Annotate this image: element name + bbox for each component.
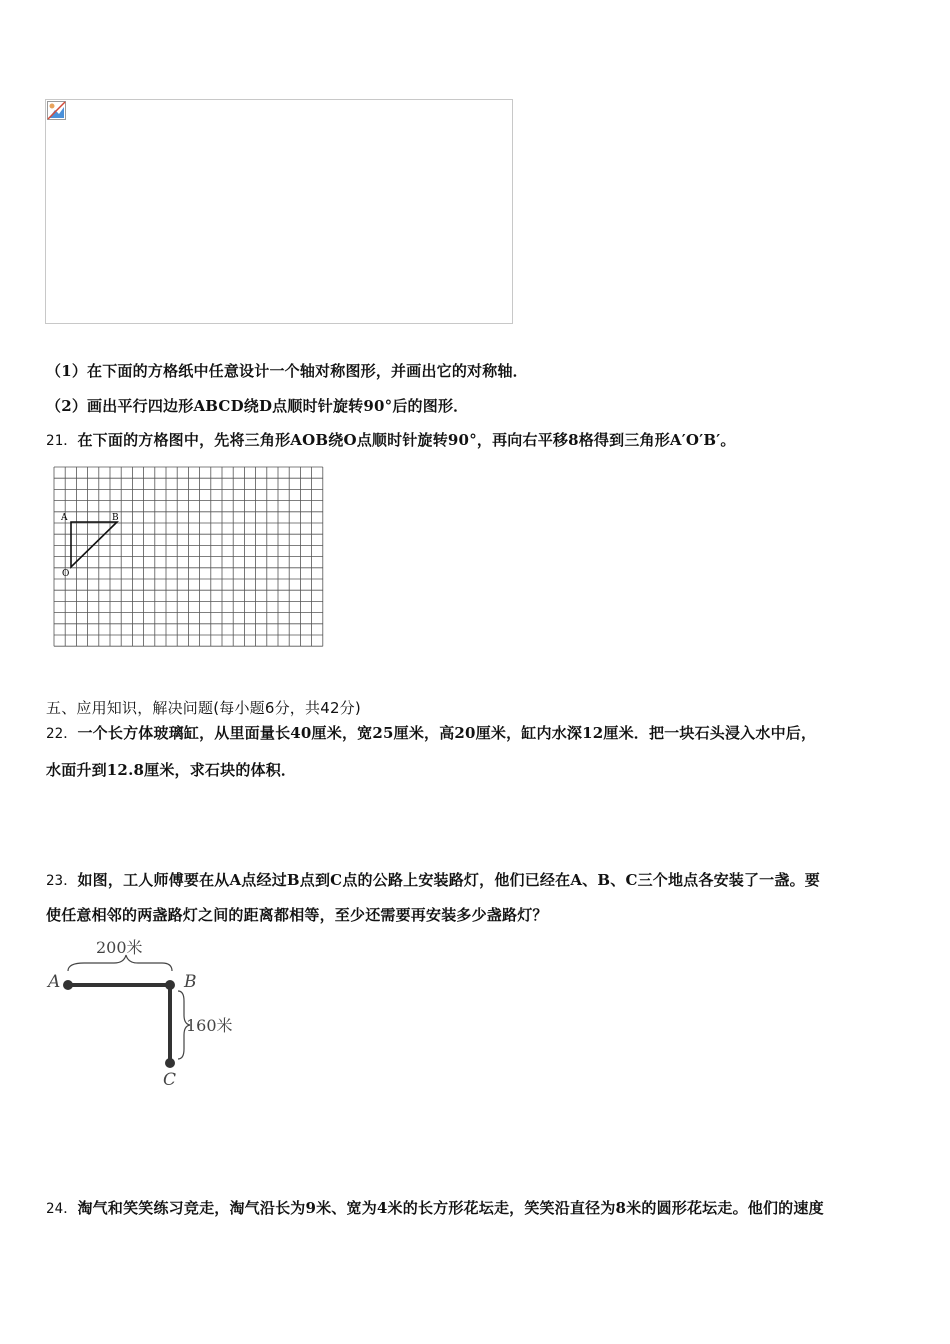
question-text: 在下面的方格图中，先将三角形AOB绕O点顺时针旋转90°，再向右平移8格得到三角形A′O′B′。: [77, 431, 736, 449]
lamp-c: [165, 1058, 175, 1068]
label-a: A: [61, 513, 68, 523]
label-b: B: [112, 513, 119, 523]
grid-lines: [54, 467, 323, 646]
question-22-line2: 水面升到12.8厘米，求石块的体积．: [46, 761, 297, 779]
question-23-line1: [46, 869, 820, 890]
q20-part2: （2）画出平行四边形ABCD绕D点顺时针旋转90°后的图形．: [46, 397, 469, 415]
point-b-label: B: [184, 972, 197, 992]
question-text: 淘气和笑笑练习竞走，淘气沿长为9米、宽为4米的长方形花坛走，笑笑沿直径为8米的圆形花坛走。他们的速度: [77, 1199, 824, 1217]
broken-image-icon: [47, 101, 66, 120]
image-placeholder: [45, 99, 513, 324]
question-text: 如图，工人师傅要在从A点经过B点到C点的公路上安装路灯，他们已经在A、B、C三个地点各安装了一盏。要: [77, 871, 820, 889]
point-a-label: A: [48, 972, 61, 992]
label-o: O: [62, 569, 70, 579]
question-number: 23．: [46, 873, 78, 889]
bc-length-label: 160米: [186, 1016, 233, 1035]
ab-length-label: 200米: [96, 938, 143, 957]
lamp-b: [165, 980, 175, 990]
section-heading: 五、应用知识，解决问题(每小题6分，共42分): [46, 699, 361, 717]
point-c-label: C: [163, 1070, 177, 1090]
q20-part1: （1）在下面的方格纸中任意设计一个轴对称图形，并画出它的对称轴．: [46, 362, 528, 380]
ab-brace: [68, 955, 172, 971]
question-text: 一个长方体玻璃缸，从里面量长40厘米，宽25厘米，高20厘米，缸内水深12厘米．把一块石头浸入水中后，: [77, 724, 817, 742]
question-number: 21．: [46, 433, 78, 449]
road-lamp-figure: [44, 935, 254, 1095]
question-24-line1: [46, 1197, 824, 1218]
question-22-line1: [46, 722, 816, 743]
lamp-a: [63, 980, 73, 990]
question-number: 22．: [46, 726, 78, 742]
question-23-line2: 使任意相邻的两盏路灯之间的距离都相等，至少还需要再安装多少盏路灯？: [46, 906, 548, 924]
rotation-grid-figure: [50, 463, 325, 655]
question-21: [46, 429, 736, 450]
question-number: 24．: [46, 1201, 78, 1217]
